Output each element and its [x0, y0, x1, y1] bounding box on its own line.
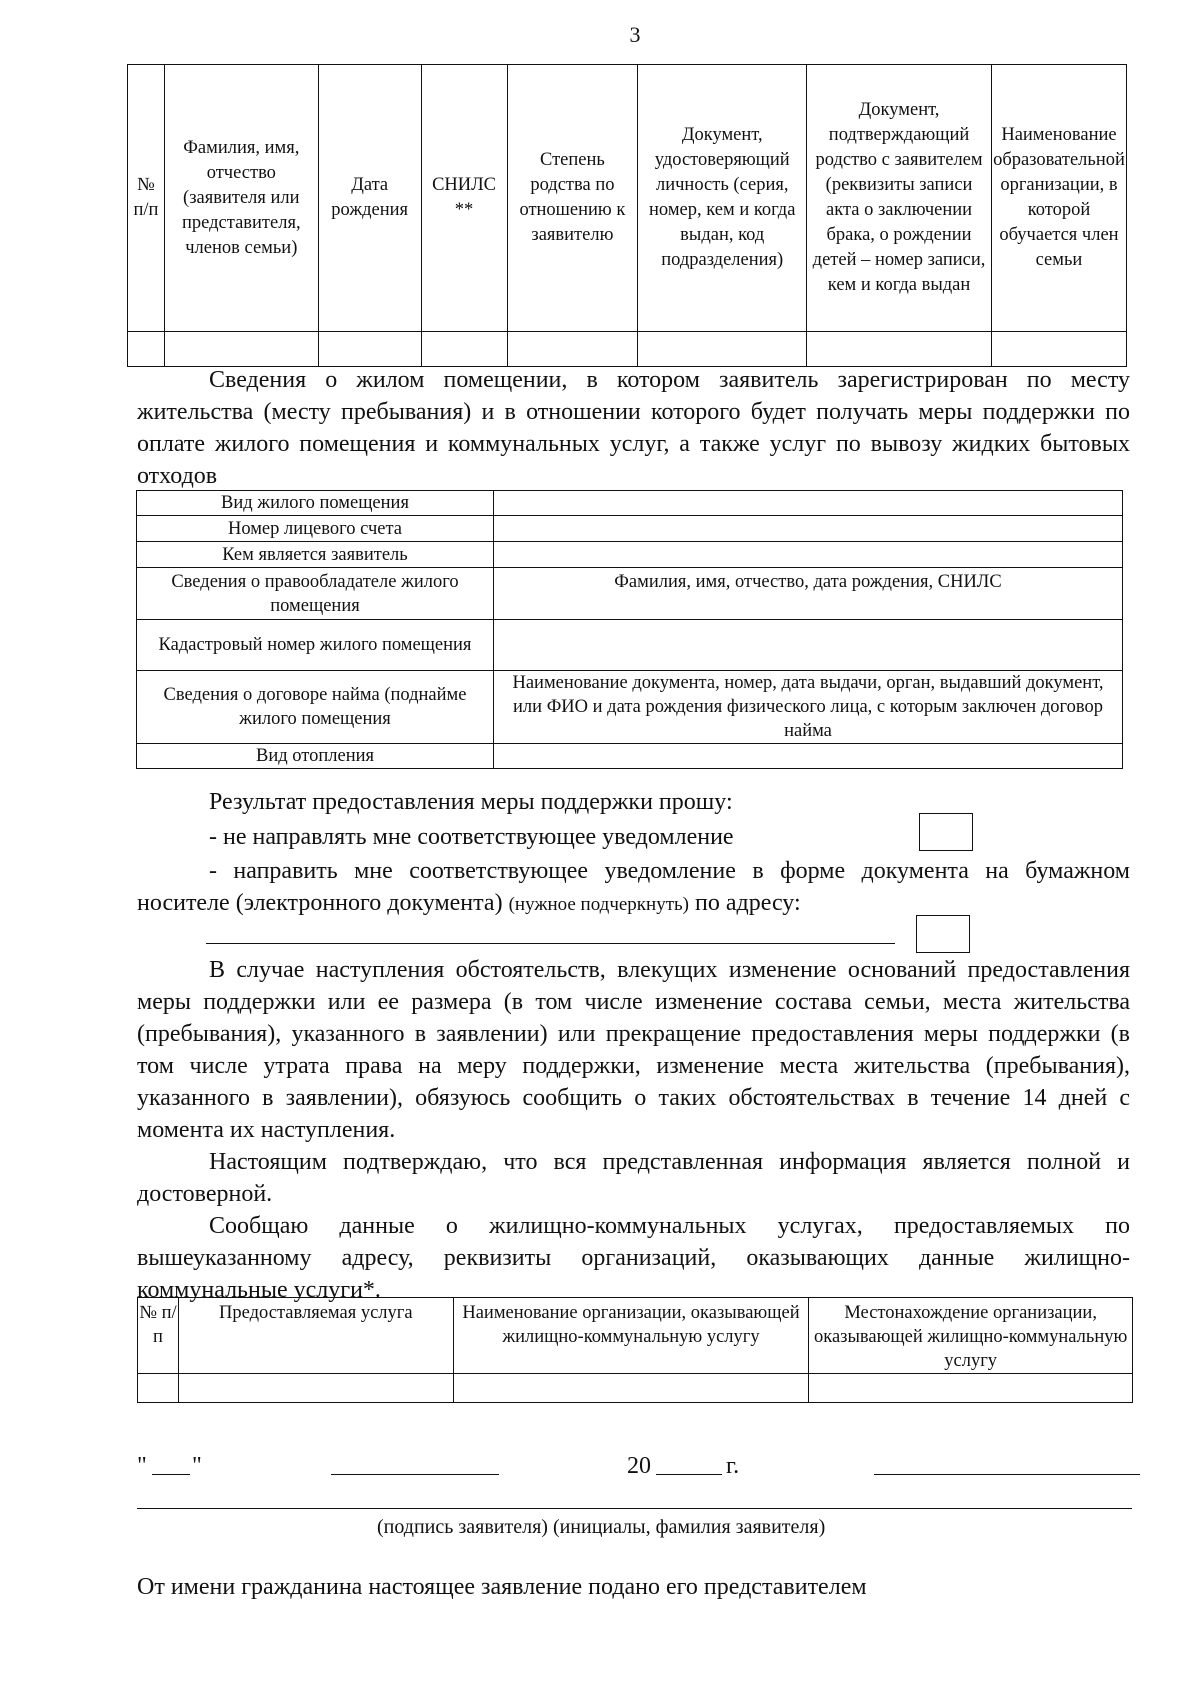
header-provider-name: Наименование организации, оказывающей жилищно-коммунальную услугу — [453, 1298, 809, 1374]
result-option-no-notice: - не направлять мне соответствующее уведомление — [209, 824, 734, 850]
header-kinship-document: Документ, подтверждающий родство с заявителем (реквизиты записи акта о заключении брака, о рождении детей – номер записи, кем и когда выдан — [807, 65, 992, 332]
header-service: Предоставляемая услуга — [178, 1298, 453, 1374]
confirmation-paragraph: Настоящим подтверждаю, что вся представленная информация является полной и достоверной. — [137, 1149, 1130, 1207]
housing-value[interactable] — [494, 620, 1123, 671]
housing-value[interactable]: Фамилия, имя, отчество, дата рождения, СНИЛС — [494, 568, 1123, 620]
housing-value[interactable] — [494, 542, 1123, 568]
signature-line-right[interactable] — [874, 1474, 1140, 1475]
cell-number[interactable] — [128, 332, 165, 367]
housing-label: Кем является заявитель — [137, 542, 494, 568]
date-quote-close: " — [192, 1453, 202, 1479]
housing-label: Кадастровый номер жилого помещения — [137, 620, 494, 671]
cell-kinship-document[interactable] — [807, 332, 992, 367]
cell-full-name[interactable] — [164, 332, 318, 367]
send-notice-text: - направить мне соответствующее уведомление в форме документа на бумажном носителе (электронного документа) — [137, 858, 1130, 916]
family-table-empty-row — [128, 332, 1127, 367]
signature-caption: (подпись заявителя) (инициалы, фамилия заявителя) — [377, 1516, 826, 1538]
date-day-line[interactable] — [152, 1474, 190, 1475]
housing-table — [136, 490, 1123, 769]
address-line[interactable] — [206, 943, 895, 944]
utilities-table-header-row — [138, 1298, 1133, 1374]
family-table-header-row — [128, 65, 1127, 332]
housing-row-lease — [137, 671, 1123, 744]
no-notice-checkbox[interactable] — [919, 813, 973, 851]
header-full-name: Фамилия, имя, отчество (заявителя или представителя, членов семьи) — [164, 65, 318, 332]
housing-label: Номер лицевого счета — [137, 516, 494, 542]
address-label: по адресу: — [695, 890, 801, 916]
full-signature-line[interactable] — [137, 1508, 1132, 1509]
housing-row-cadastral — [137, 620, 1123, 671]
cell-kinship[interactable] — [507, 332, 638, 367]
family-members-table — [127, 64, 1127, 367]
cell-number[interactable] — [138, 1374, 179, 1403]
cell-birth-date[interactable] — [318, 332, 421, 367]
date-year-prefix: 20 — [627, 1453, 651, 1479]
housing-intro-paragraph: Сведения о жилом помещении, в котором заявитель зарегистрирован по месту жительства (месту пребывания) и в отношении которого будет получать меры поддержки по оплате жилого помещения и коммунальных услуг, а также услуг по вывозу жидких бытовых отходов — [137, 367, 1130, 489]
housing-row-account — [137, 516, 1123, 542]
utilities-table — [137, 1297, 1133, 1403]
cell-provider-name[interactable] — [453, 1374, 809, 1403]
housing-value[interactable]: Наименование документа, номер, дата выдачи, орган, выдавший документ, или ФИО и дата рождения физического лица, с которым заключен договор найма — [494, 671, 1123, 744]
send-notice-checkbox[interactable] — [916, 915, 970, 953]
result-heading: Результат предоставления меры поддержки прошу: — [209, 789, 733, 815]
cell-service[interactable] — [178, 1374, 453, 1403]
header-education-org: Наименование образовательной организации, в которой обучается член семьи — [991, 65, 1126, 332]
cell-education-org[interactable] — [991, 332, 1126, 367]
representative-statement: От имени гражданина настоящее заявление подано его представителем — [137, 1574, 867, 1600]
housing-label: Сведения о договоре найма (поднайме жилого помещения — [137, 671, 494, 744]
header-id-document: Документ, удостоверяющий личность (серия, номер, кем и когда выдан, код подразделения) — [638, 65, 807, 332]
obligation-paragraph: В случае наступления обстоятельств, влекущих изменение оснований предоставления меры поддержки или ее размера (в том числе изменение состава семьи, места жительства (пребывания), указанного в заявлении) или прекращение предоставления меры поддержки (в том числе утрата права на меру поддержки, изменение места жительства (пребывания), указанного в заявлении), обязуюсь сообщить о таких обстоятельствах в течение 14 дней с момента их наступления. — [137, 957, 1130, 1143]
housing-value[interactable] — [494, 744, 1123, 769]
housing-value[interactable] — [494, 516, 1123, 542]
header-number: № п/п — [138, 1298, 179, 1374]
cell-snils[interactable] — [421, 332, 507, 367]
housing-label: Вид жилого помещения — [137, 491, 494, 516]
housing-row-owner — [137, 568, 1123, 620]
header-provider-location: Местонахождение организации, оказывающей жилищно-коммунальную услугу — [809, 1298, 1133, 1374]
cell-provider-location[interactable] — [809, 1374, 1133, 1403]
housing-row-type — [137, 491, 1123, 516]
header-birth-date: Дата рождения — [318, 65, 421, 332]
housing-label: Сведения о правообладателе жилого помещения — [137, 568, 494, 620]
housing-row-applicant-role — [137, 542, 1123, 568]
housing-value[interactable] — [494, 491, 1123, 516]
housing-row-heating — [137, 744, 1123, 769]
cell-id-document[interactable] — [638, 332, 807, 367]
underline-needed-note: (нужное подчеркнуть) — [508, 894, 690, 915]
date-month-line[interactable] — [331, 1474, 499, 1475]
date-year-line[interactable] — [656, 1474, 722, 1475]
header-snils: СНИЛС ** — [421, 65, 507, 332]
date-quote-open: " — [137, 1453, 147, 1479]
date-year-suffix: г. — [726, 1453, 740, 1479]
utilities-intro-paragraph: Сообщаю данные о жилищно-коммунальных услугах, предоставляемых по вышеуказанному адресу, реквизиты организаций, оказывающих данные жилищно-коммунальные услуги*. — [137, 1213, 1130, 1303]
header-kinship: Степень родства по отношению к заявителю — [507, 65, 638, 332]
utilities-table-empty-row — [138, 1374, 1133, 1403]
header-number: № п/п — [128, 65, 165, 332]
housing-label: Вид отопления — [137, 744, 494, 769]
result-option-send-notice — [137, 855, 1130, 921]
page-number: 3 — [629, 22, 641, 47]
